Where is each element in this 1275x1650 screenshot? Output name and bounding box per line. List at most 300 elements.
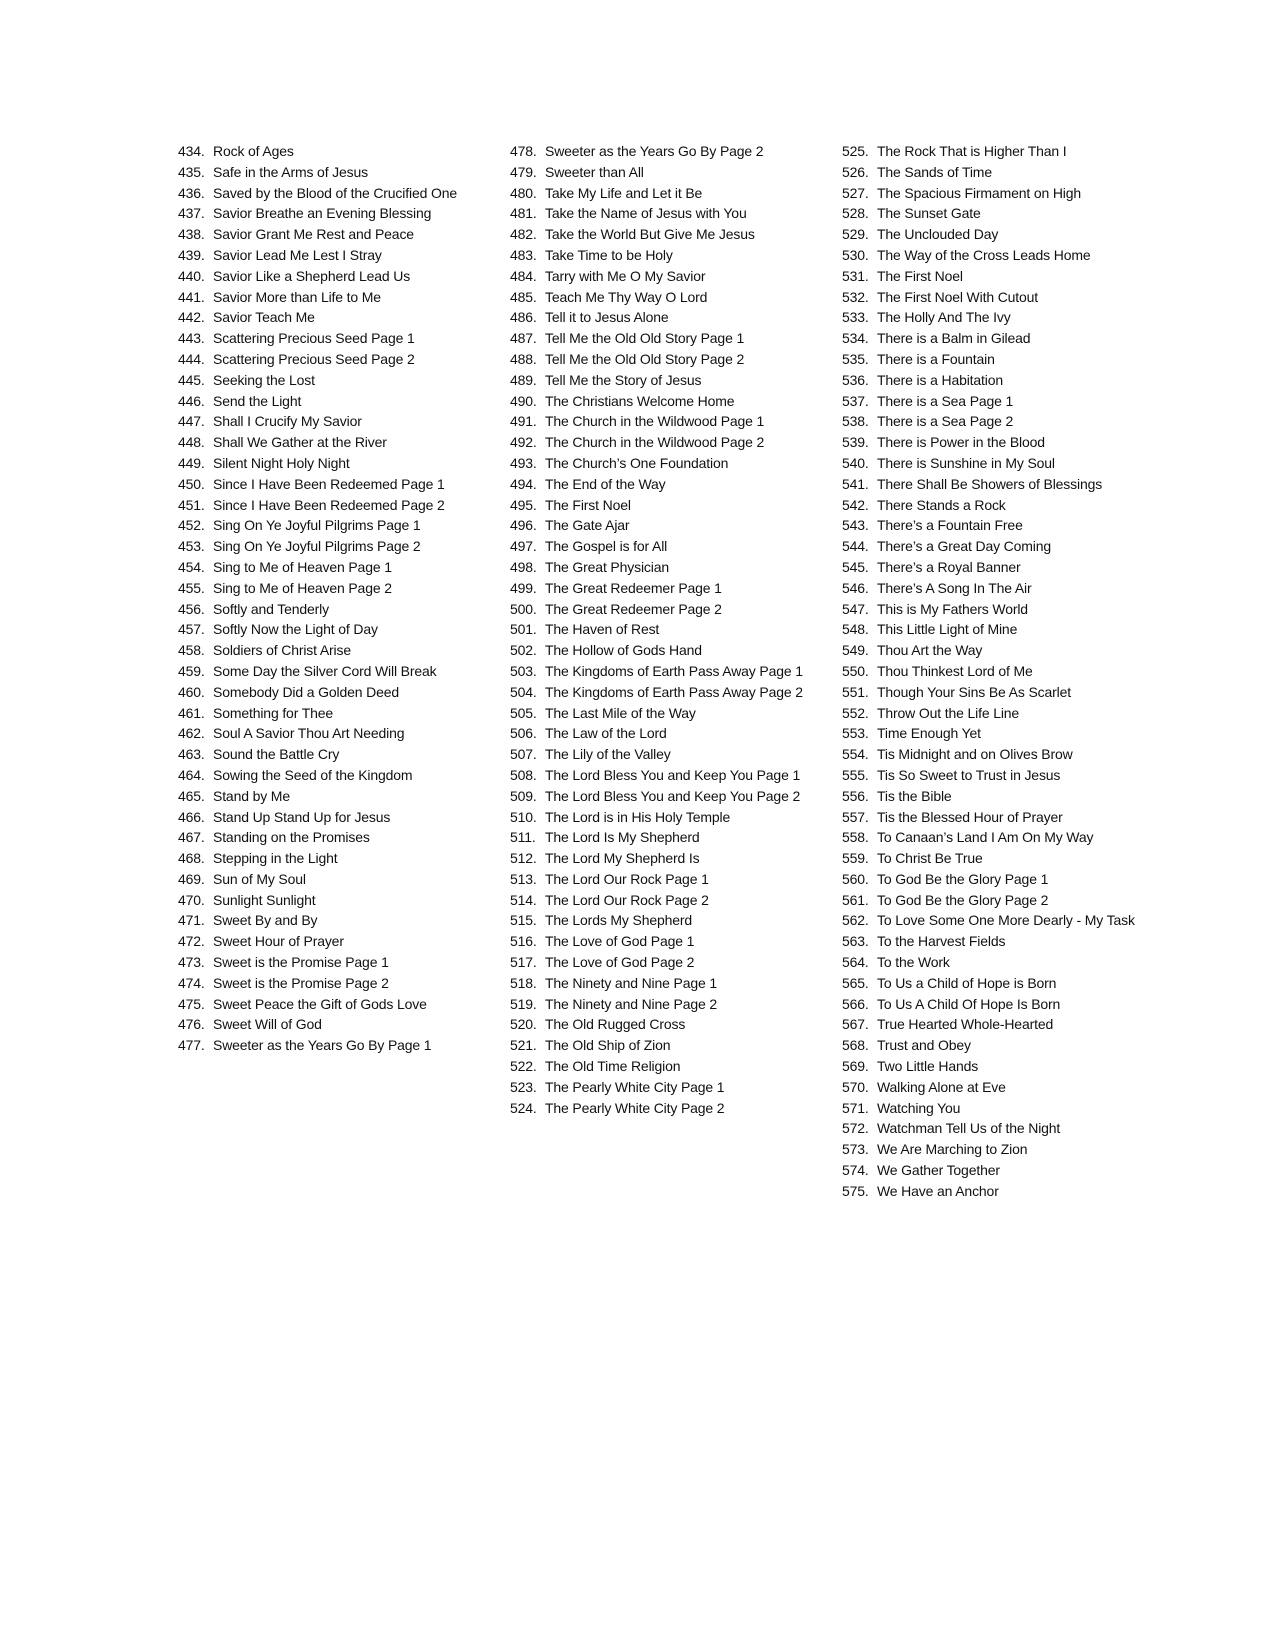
item-number: 569.	[842, 1058, 869, 1075]
item-number: 546.	[842, 579, 869, 596]
item-number: 528.	[842, 205, 869, 222]
list-item	[178, 1035, 490, 1056]
list-item	[510, 973, 822, 994]
item-number: 518.	[510, 974, 537, 991]
item-title: The Lord My Shepherd Is	[545, 850, 700, 867]
item-title: Soul A Savior Thou Art Needing	[213, 725, 405, 742]
item-number: 558.	[842, 829, 869, 846]
item-title: We Gather Together	[877, 1162, 1000, 1179]
item-title: The First Noel	[877, 267, 963, 284]
list-item	[842, 1014, 1154, 1035]
item-number: 516.	[510, 933, 537, 950]
item-number: 502.	[510, 642, 537, 659]
list-item	[510, 203, 822, 224]
list-item	[510, 453, 822, 474]
item-number: 550.	[842, 662, 869, 679]
item-title: The Lord Bless You and Keep You Page 2	[545, 787, 801, 804]
list-item	[842, 682, 1154, 703]
list-item	[178, 578, 490, 599]
item-title: Sweet By and By	[213, 912, 318, 929]
list-item	[178, 682, 490, 703]
item-title: Seeking the Lost	[213, 371, 315, 388]
list-item	[842, 661, 1154, 682]
item-number: 444.	[178, 350, 205, 367]
list-item	[842, 1160, 1154, 1181]
list-item	[510, 744, 822, 765]
item-title: The Old Ship of Zion	[545, 1037, 671, 1054]
item-title: Savior Lead Me Lest I Stray	[213, 246, 382, 263]
item-number: 551.	[842, 683, 869, 700]
list-item	[510, 786, 822, 807]
item-number: 553.	[842, 725, 869, 742]
item-title: We Are Marching to Zion	[877, 1141, 1028, 1158]
list-item	[178, 515, 490, 536]
item-number: 496.	[510, 517, 537, 534]
list-item	[842, 931, 1154, 952]
item-number: 532.	[842, 288, 869, 305]
list-item	[510, 599, 822, 620]
item-title: The Ninety and Nine Page 1	[545, 974, 717, 991]
item-number: 540.	[842, 454, 869, 471]
list-item	[178, 245, 490, 266]
list-item	[842, 848, 1154, 869]
item-title: Savior Teach Me	[213, 309, 315, 326]
list-item	[510, 682, 822, 703]
item-number: 509.	[510, 787, 537, 804]
list-item	[178, 973, 490, 994]
list-item	[178, 432, 490, 453]
list-item	[842, 744, 1154, 765]
list-item	[842, 162, 1154, 183]
list-item	[178, 495, 490, 516]
item-number: 437.	[178, 205, 205, 222]
item-number: 484.	[510, 267, 537, 284]
item-title: Sweeter than All	[545, 163, 644, 180]
item-number: 545.	[842, 558, 869, 575]
item-title: Tarry with Me O My Savior	[545, 267, 706, 284]
list-item	[510, 723, 822, 744]
list-item	[842, 1118, 1154, 1139]
list-item	[178, 474, 490, 495]
item-number: 556.	[842, 787, 869, 804]
item-title: There is Power in the Blood	[877, 434, 1045, 451]
list-item	[842, 973, 1154, 994]
item-number: 443.	[178, 330, 205, 347]
item-number: 506.	[510, 725, 537, 742]
item-title: Somebody Did a Golden Deed	[213, 683, 399, 700]
item-title: Trust and Obey	[877, 1037, 971, 1054]
item-number: 530.	[842, 246, 869, 263]
list-item	[510, 827, 822, 848]
item-number: 549.	[842, 642, 869, 659]
list-item	[510, 495, 822, 516]
item-title: Stand by Me	[213, 787, 290, 804]
item-number: 495.	[510, 496, 537, 513]
item-title: Tis the Blessed Hour of Prayer	[877, 808, 1063, 825]
item-title: Sowing the Seed of the Kingdom	[213, 766, 413, 783]
item-title: Sing On Ye Joyful Pilgrims Page 1	[213, 517, 421, 534]
list-item	[842, 1098, 1154, 1119]
list-item	[510, 1077, 822, 1098]
list-item	[510, 1014, 822, 1035]
list-item	[842, 640, 1154, 661]
item-title: Sweet Hour of Prayer	[213, 933, 344, 950]
item-title: Sweeter as the Years Go By Page 1	[213, 1037, 432, 1054]
list-item	[510, 807, 822, 828]
item-number: 491.	[510, 413, 537, 430]
item-title: To Canaan’s Land I Am On My Way	[877, 829, 1094, 846]
list-item	[178, 744, 490, 765]
list-item	[178, 370, 490, 391]
item-title: Take the World But Give Me Jesus	[545, 226, 755, 243]
item-title: To Us A Child Of Hope Is Born	[877, 995, 1061, 1012]
item-number: 440.	[178, 267, 205, 284]
item-title: The Last Mile of the Way	[545, 704, 696, 721]
item-number: 538.	[842, 413, 869, 430]
item-title: Teach Me Thy Way O Lord	[545, 288, 708, 305]
item-number: 543.	[842, 517, 869, 534]
item-title: Take My Life and Let it Be	[545, 184, 703, 201]
list-item	[842, 349, 1154, 370]
column-3	[842, 141, 1154, 1202]
columns-container	[178, 141, 1154, 1202]
item-number: 508.	[510, 766, 537, 783]
item-number: 515.	[510, 912, 537, 929]
item-title: Walking Alone at Eve	[877, 1078, 1006, 1095]
item-number: 445.	[178, 371, 205, 388]
item-title: The End of the Way	[545, 475, 666, 492]
item-number: 548.	[842, 621, 869, 638]
list-item	[510, 245, 822, 266]
item-number: 483.	[510, 246, 537, 263]
list-item	[510, 307, 822, 328]
item-number: 536.	[842, 371, 869, 388]
list-item	[510, 515, 822, 536]
item-number: 510.	[510, 808, 537, 825]
item-title: The Hollow of Gods Hand	[545, 642, 702, 659]
item-number: 566.	[842, 995, 869, 1012]
item-number: 571.	[842, 1099, 869, 1116]
list-item	[510, 578, 822, 599]
list-item	[178, 453, 490, 474]
item-number: 562.	[842, 912, 869, 929]
item-title: Tell Me the Old Old Story Page 1	[545, 330, 745, 347]
item-number: 462.	[178, 725, 205, 742]
list-item	[510, 619, 822, 640]
item-title: The Sunset Gate	[877, 205, 981, 222]
item-title: Since I Have Been Redeemed Page 2	[213, 496, 445, 513]
list-item	[178, 224, 490, 245]
column-2	[510, 141, 822, 1202]
list-item	[510, 536, 822, 557]
list-item	[178, 183, 490, 204]
item-title: The Holly And The Ivy	[877, 309, 1011, 326]
item-number: 471.	[178, 912, 205, 929]
item-number: 449.	[178, 454, 205, 471]
item-title: To the Harvest Fields	[877, 933, 1006, 950]
item-number: 456.	[178, 600, 205, 617]
item-title: We Have an Anchor	[877, 1182, 999, 1199]
item-title: To God Be the Glory Page 2	[877, 891, 1049, 908]
item-title: Some Day the Silver Cord Will Break	[213, 662, 437, 679]
list-item	[842, 266, 1154, 287]
item-number: 492.	[510, 434, 537, 451]
item-title: There’s a Great Day Coming	[877, 538, 1052, 555]
item-number: 485.	[510, 288, 537, 305]
item-number: 525.	[842, 143, 869, 159]
item-title: Silent Night Holy Night	[213, 454, 350, 471]
item-title: There is a Sea Page 1	[877, 392, 1014, 409]
list-item	[178, 723, 490, 744]
item-number: 523.	[510, 1078, 537, 1095]
item-title: Shall I Crucify My Savior	[213, 413, 362, 430]
item-title: The Church in the Wildwood Page 2	[545, 434, 765, 451]
item-number: 517.	[510, 954, 537, 971]
item-title: This Little Light of Mine	[877, 621, 1018, 638]
item-number: 457.	[178, 621, 205, 638]
list-item	[510, 432, 822, 453]
item-number: 465.	[178, 787, 205, 804]
list-item	[510, 640, 822, 661]
item-number: 559.	[842, 850, 869, 867]
list-item	[178, 931, 490, 952]
item-title: Watching You	[877, 1099, 961, 1116]
item-number: 512.	[510, 850, 537, 867]
item-title: Since I Have Been Redeemed Page 1	[213, 475, 445, 492]
list-item	[178, 661, 490, 682]
item-title: Stand Up Stand Up for Jesus	[213, 808, 391, 825]
item-title: Though Your Sins Be As Scarlet	[877, 683, 1071, 700]
item-number: 454.	[178, 558, 205, 575]
list-item	[178, 599, 490, 620]
list-item	[842, 245, 1154, 266]
item-number: 514.	[510, 891, 537, 908]
item-title: The Gate Ajar	[545, 517, 630, 534]
item-number: 476.	[178, 1016, 205, 1033]
list-item	[178, 411, 490, 432]
item-number: 494.	[510, 475, 537, 492]
item-title: Watchman Tell Us of the Night	[877, 1120, 1061, 1137]
item-number: 500.	[510, 600, 537, 617]
list-item	[178, 557, 490, 578]
item-title: The Great Redeemer Page 1	[545, 579, 722, 596]
item-number: 488.	[510, 350, 537, 367]
item-number: 479.	[510, 163, 537, 180]
item-number: 547.	[842, 600, 869, 617]
item-number: 567.	[842, 1016, 869, 1033]
item-number: 539.	[842, 434, 869, 451]
item-number: 507.	[510, 746, 537, 763]
item-number: 493.	[510, 454, 537, 471]
item-title: Time Enough Yet	[877, 725, 981, 742]
item-number: 472.	[178, 933, 205, 950]
item-number: 463.	[178, 746, 205, 763]
list-item	[510, 1035, 822, 1056]
item-title: The Church in the Wildwood Page 1	[545, 413, 765, 430]
item-title: There’s a Royal Banner	[877, 558, 1021, 575]
list-item	[510, 328, 822, 349]
list-item	[842, 910, 1154, 931]
item-number: 505.	[510, 704, 537, 721]
item-number: 448.	[178, 434, 205, 451]
list-item	[842, 599, 1154, 620]
item-number: 499.	[510, 579, 537, 596]
list-item	[178, 807, 490, 828]
list-item	[178, 703, 490, 724]
item-number: 487.	[510, 330, 537, 347]
item-title: Stepping in the Light	[213, 850, 338, 867]
list-item	[178, 307, 490, 328]
item-number: 480.	[510, 184, 537, 201]
list-item	[842, 474, 1154, 495]
item-number: 501.	[510, 621, 537, 638]
list-item	[842, 370, 1154, 391]
item-title: Sing to Me of Heaven Page 2	[213, 579, 392, 596]
item-title: Softly and Tenderly	[213, 600, 329, 617]
item-title: Sing to Me of Heaven Page 1	[213, 558, 392, 575]
item-number: 564.	[842, 954, 869, 971]
list-item	[842, 183, 1154, 204]
item-title: To Christ Be True	[877, 850, 983, 867]
list-item	[842, 411, 1154, 432]
item-title: The Unclouded Day	[877, 226, 999, 243]
list-item	[178, 910, 490, 931]
item-number: 446.	[178, 392, 205, 409]
list-item	[510, 1056, 822, 1077]
item-title: Safe in the Arms of Jesus	[213, 163, 368, 180]
list-item	[842, 557, 1154, 578]
item-title: The Rock That is Higher Than I	[877, 143, 1067, 159]
item-title: Soldiers of Christ Arise	[213, 642, 352, 659]
item-title: Tell Me the Story of Jesus	[545, 371, 702, 388]
item-number: 557.	[842, 808, 869, 825]
item-number: 453.	[178, 538, 205, 555]
item-title: Scattering Precious Seed Page 1	[213, 330, 415, 347]
item-number: 475.	[178, 995, 205, 1012]
item-number: 434.	[178, 143, 205, 159]
list-item	[178, 328, 490, 349]
list-item	[510, 557, 822, 578]
list-item	[842, 1035, 1154, 1056]
list-item	[842, 952, 1154, 973]
item-number: 527.	[842, 184, 869, 201]
item-title: Shall We Gather at the River	[213, 434, 387, 451]
item-title: To God Be the Glory Page 1	[877, 870, 1049, 887]
list-item	[178, 786, 490, 807]
list-item	[178, 994, 490, 1015]
item-title: There Shall Be Showers of Blessings	[877, 475, 1103, 492]
item-number: 520.	[510, 1016, 537, 1033]
list-item	[178, 890, 490, 911]
item-title: The Love of God Page 1	[545, 933, 695, 950]
item-number: 458.	[178, 642, 205, 659]
item-number: 574.	[842, 1162, 869, 1179]
list-item	[510, 391, 822, 412]
item-title: Standing on the Promises	[213, 829, 370, 846]
list-item	[842, 141, 1154, 162]
list-item	[842, 1139, 1154, 1160]
item-title: Take Time to be Holy	[545, 246, 673, 263]
list-item	[178, 141, 490, 162]
list-item	[842, 224, 1154, 245]
list-item	[842, 1181, 1154, 1202]
item-number: 459.	[178, 662, 205, 679]
list-item	[510, 224, 822, 245]
item-number: 544.	[842, 538, 869, 555]
item-number: 452.	[178, 517, 205, 534]
item-title: To Us a Child of Hope is Born	[877, 974, 1057, 991]
list-item	[178, 266, 490, 287]
item-title: The Lord Our Rock Page 1	[545, 870, 709, 887]
item-number: 575.	[842, 1182, 869, 1199]
item-number: 537.	[842, 392, 869, 409]
item-title: Send the Light	[213, 392, 302, 409]
item-number: 482.	[510, 226, 537, 243]
list-item	[842, 703, 1154, 724]
item-title: There is a Fountain	[877, 350, 995, 367]
item-title: Tell Me the Old Old Story Page 2	[545, 350, 745, 367]
list-item	[510, 931, 822, 952]
item-number: 533.	[842, 309, 869, 326]
item-title: The Kingdoms of Earth Pass Away Page 1	[545, 662, 803, 679]
item-title: There Stands a Rock	[877, 496, 1006, 513]
item-title: The First Noel	[545, 496, 631, 513]
list-item	[842, 432, 1154, 453]
item-number: 531.	[842, 267, 869, 284]
item-title: The Sands of Time	[877, 163, 992, 180]
item-title: The Lords My Shepherd	[545, 912, 693, 929]
item-number: 513.	[510, 870, 537, 887]
item-title: There is Sunshine in My Soul	[877, 454, 1055, 471]
list-item	[178, 391, 490, 412]
list-item	[842, 807, 1154, 828]
list-item	[842, 453, 1154, 474]
item-title: Two Little Hands	[877, 1058, 979, 1075]
list-item	[842, 287, 1154, 308]
list-item	[510, 994, 822, 1015]
item-title: To Love Some One More Dearly - My Task	[877, 912, 1135, 929]
item-title: The Christians Welcome Home	[545, 392, 735, 409]
list-item	[178, 848, 490, 869]
item-title: Sweeter as the Years Go By Page 2	[545, 143, 764, 159]
list-item	[510, 183, 822, 204]
item-title: Tis the Bible	[877, 787, 952, 804]
list-item	[510, 661, 822, 682]
item-title: The Lord Is My Shepherd	[545, 829, 700, 846]
item-number: 542.	[842, 496, 869, 513]
list-item	[178, 827, 490, 848]
item-number: 526.	[842, 163, 869, 180]
list-item	[842, 536, 1154, 557]
item-number: 554.	[842, 746, 869, 763]
list-item	[842, 723, 1154, 744]
item-title: Savior Grant Me Rest and Peace	[213, 226, 414, 243]
item-title: The Great Physician	[545, 558, 669, 575]
item-title: There’s a Fountain Free	[877, 517, 1023, 534]
item-number: 521.	[510, 1037, 537, 1054]
list-item	[510, 162, 822, 183]
list-item	[178, 640, 490, 661]
item-title: Sound the Battle Cry	[213, 746, 340, 763]
item-number: 552.	[842, 704, 869, 721]
item-title: The Old Time Religion	[545, 1058, 681, 1075]
item-number: 477.	[178, 1037, 205, 1054]
list-item	[510, 910, 822, 931]
item-number: 442.	[178, 309, 205, 326]
item-title: The Pearly White City Page 2	[545, 1099, 725, 1116]
list-item	[510, 474, 822, 495]
list-item	[510, 141, 822, 162]
